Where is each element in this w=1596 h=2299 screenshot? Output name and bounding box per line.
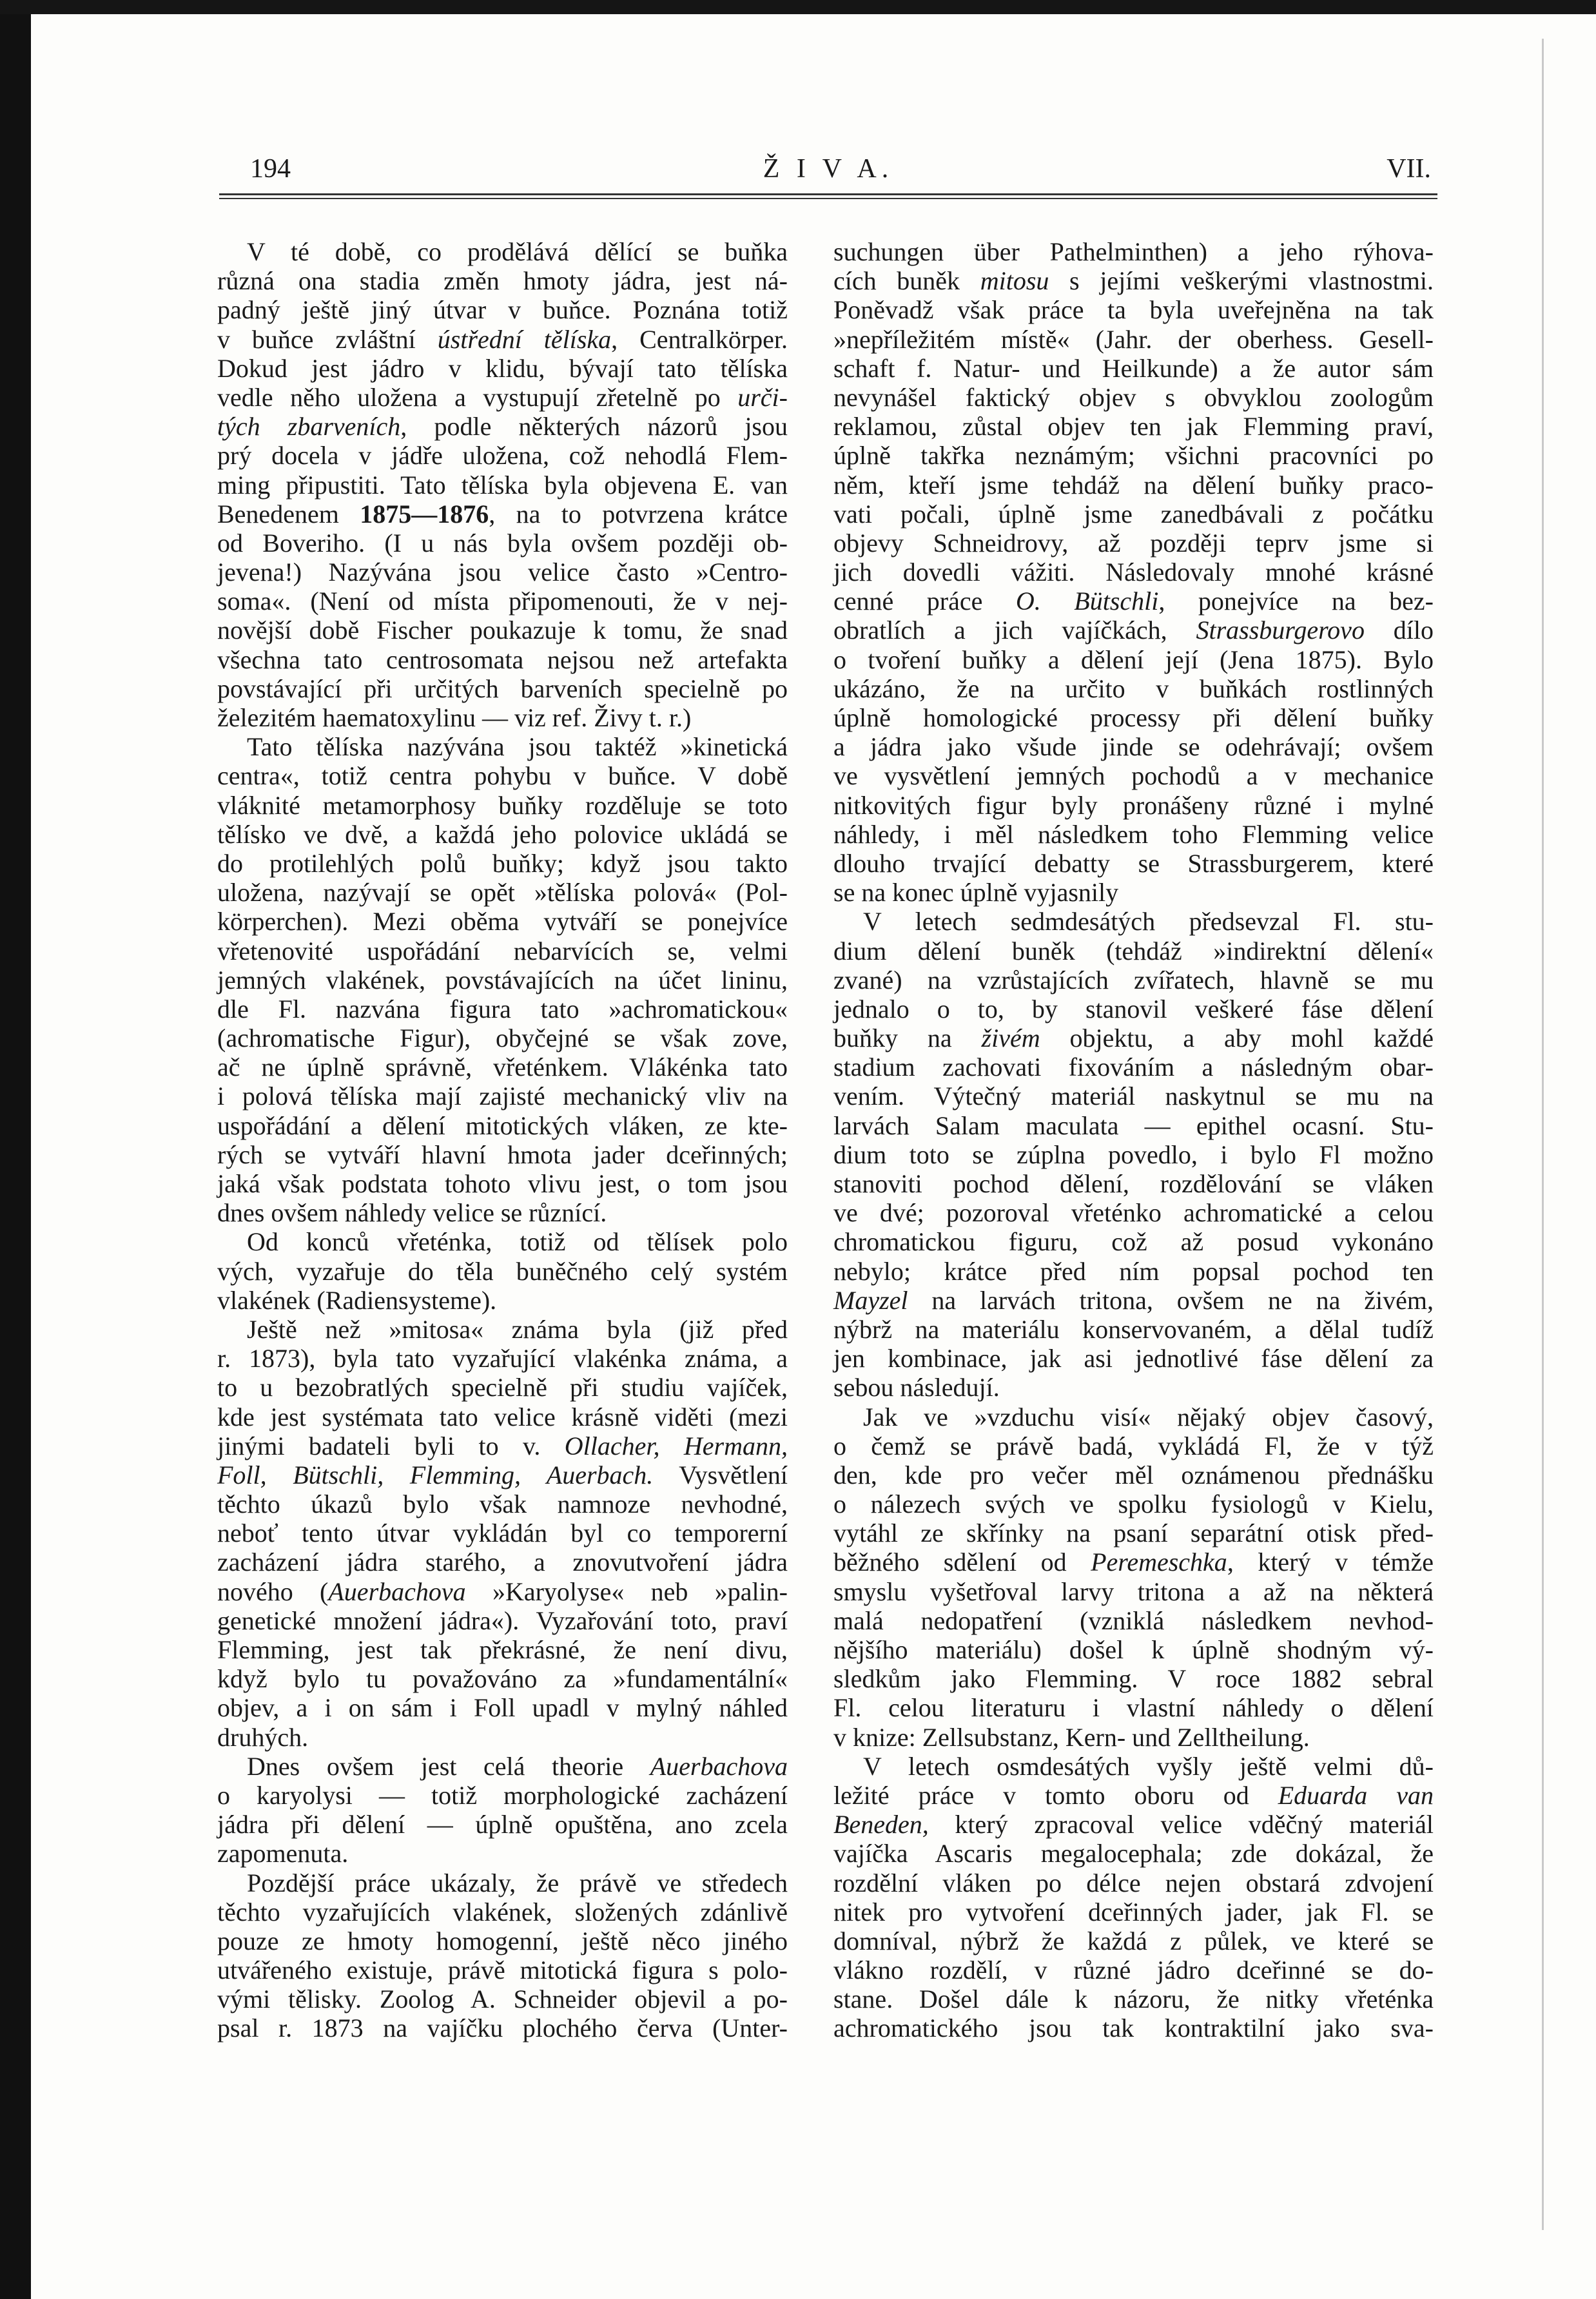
text-run: stane. Došel dále k názoru, že nitky vřeténka [833,1984,1434,2014]
text-line [217,1723,788,1752]
text-line [217,907,788,936]
text-line [833,354,1434,383]
text-line [833,383,1434,412]
text-run: vými tělisky. Zoolog A. Schneider objevil a po- [217,1984,788,2014]
text-line [833,558,1434,587]
text-line [833,907,1434,936]
text-run: úplně takřka neznámým; všichni pracovníci po [833,441,1434,470]
text-run: ač ne úplně správně, vřeténkem. Vlákénka tato [217,1052,788,1082]
text-line [833,616,1434,645]
scan-fold-line [1542,39,1544,2230]
text-run: nějšího materiálu) došel k úplně shodným vý- [833,1635,1434,1664]
text-run: Dokud jest jádro v klidu, bývají tato tělíska [217,353,788,383]
text-line [217,383,788,412]
italic-text: Peremeschka [1091,1547,1227,1577]
text-line [833,1635,1434,1664]
text-run: zacházení jádra starého, a znovutvoření jádra [217,1547,788,1577]
text-run: objev, a i on sám i Foll upadl v mylný náhled [217,1693,788,1723]
page-number: 194 [250,154,291,184]
text-run: chromatickou figuru, což až posud vykonáno [833,1227,1434,1257]
text-line [833,849,1434,878]
text-run: cích buněk [833,266,980,296]
paragraph [833,907,1434,1402]
text-line [833,1752,1434,1781]
text-run: jen kombinace, jak asi jednotlivé fáse dělení za [833,1344,1434,1373]
text-run: Dnes ovšem jest celá theorie [247,1751,650,1781]
text-line [217,558,788,587]
text-line [833,1693,1434,1722]
text-run: buňky na [833,1023,982,1053]
text-run: larvách Salam maculata — epithel ocasní. Stu- [833,1111,1434,1140]
text-run: nýbrž na materiálu konservovaném, a dělal tudíž [833,1314,1434,1344]
text-line [833,645,1434,674]
text-line [217,994,788,1023]
text-line [833,1810,1434,1839]
text-line [833,1723,1434,1752]
text-line [217,1023,788,1052]
text-line [217,1664,788,1693]
paragraph [217,1868,788,2043]
text-line [217,1111,788,1140]
text-run: druhých. [217,1722,309,1752]
text-run: reklamou, zůstal objev ten jak Flemming praví, [833,412,1434,441]
text-run: V letech sedmdesátých předsevzal Fl. stu- [863,907,1434,936]
text-line [833,2013,1434,2042]
text-line [217,325,788,354]
text-line [217,1286,788,1315]
running-header [219,153,1437,192]
text-line [833,1052,1434,1082]
text-run: úplně homologické processy při dělení buňky [833,703,1434,732]
text-run: domníval, nýbrž že každá z půlek, ve které se [833,1926,1434,1955]
text-run: ming připustiti. Tato tělíska byla objevena E. van [217,470,788,500]
text-line [833,1111,1434,1140]
text-line [217,266,788,295]
text-line [833,965,1434,994]
text-line [833,1402,1434,1431]
text-line [833,761,1434,790]
text-run: povstávající při určitých barveních specielně po [217,674,788,703]
text-run: neboť tento útvar vykládán byl co temporerní [217,1518,788,1548]
text-run: vláknité metamorphosy buňky rozděluje se toto [217,790,788,820]
text-line [833,295,1434,324]
scan-border-top [0,0,1596,14]
text-line [217,412,788,441]
text-run: kde jest systémata tato velice krásně viděti (mezi [217,1402,788,1431]
text-run: utvářeného existuje, právě mitotická figura s polo- [217,1955,788,1985]
text-run: na larvách tritona, ovšem ne na živém, [908,1285,1434,1315]
text-line [217,1198,788,1227]
text-run: v knize: Zellsubstanz, Kern- und Zelltheilung. [833,1722,1310,1752]
text-line [833,1518,1434,1547]
text-line [217,1810,788,1839]
text-line [217,1693,788,1722]
text-run: běžného sdělení od [833,1547,1091,1577]
text-line [833,325,1434,354]
text-run: uložena, nazývají se opět »tělíska polová« (Pol- [217,878,788,907]
text-run: to u bezobratlých specielně při studiu vajíček, [217,1373,788,1402]
italic-text: Foll, Bütschli, Flemming, Auerbach. [217,1460,654,1489]
text-run: malá nedopatření (vzniklá následkem nevhod- [833,1605,1434,1635]
text-run: rých se vytváří hlavní hmota jader dceřinných; [217,1140,788,1169]
text-run: sledkům jako Flemming. V roce 1882 sebral [833,1664,1434,1694]
text-line [217,1227,788,1256]
header-rule-bottom [219,198,1437,199]
text-run: cenné práce [833,587,1016,616]
text-run: se na konec úplně vyjasnily [833,878,1119,907]
text-run: jinými badateli byli to v. [217,1431,565,1460]
text-run: , Centralkörper. [611,324,788,354]
text-line [833,820,1434,849]
text-run: vytáhl ze skřínky na psaní separátní otisk před- [833,1518,1434,1548]
text-run: jevena!) Nazývána jsou velice často »Centro- [217,558,788,587]
text-run: , ponejvíce na bez- [1158,587,1434,616]
text-run: dílo [1364,616,1434,645]
text-run: jemných vlakének, povstávajících na účet lininu, [217,965,788,994]
text-run: Flemming, jest tak překrásné, že není divu, [217,1635,788,1664]
text-run: ve dvé; pozoroval vřeténko achromatické a celou [833,1198,1434,1228]
text-line [217,965,788,994]
paragraph [217,1752,788,1868]
text-line [833,1984,1434,2013]
text-run: do protilehlých polů buňky; když jsou takto [217,848,788,878]
text-line [217,645,788,674]
text-run: s jejími veškerými vlastnostmi. [1049,266,1434,296]
text-line [833,1198,1434,1227]
text-run: centra«, totiž centra pohybu v buňce. V době [217,761,788,791]
text-line [217,529,788,558]
text-run: , podle některých názorů jsou [400,412,788,441]
text-line [217,761,788,790]
text-run: ukázáno, že na určito v buňkách rostlinných [833,674,1434,703]
paragraph [217,1315,788,1752]
text-run: různá ona stadia změn hmoty jádra, jest ná- [217,266,788,296]
text-line [833,791,1434,820]
text-line [833,1489,1434,1518]
text-run: prý docela v jádře uložena, což nehodlá Flem- [217,441,788,470]
text-run: vých, vyzařuje do těla buněčného celý systém [217,1256,788,1286]
text-run: Tato tělíska nazývána jsou taktéž »kinetická [247,732,788,762]
italic-text: Eduarda van [1278,1780,1434,1810]
text-line [217,1752,788,1781]
text-run: rozdělní vláken po délce nejen obstará zdvojení [833,1868,1434,1897]
text-run: Benedenem [217,499,360,529]
text-run: (achromatische Figur), obyčejné se však zove, [217,1023,788,1053]
italic-text: Strassburgerovo [1196,616,1365,645]
text-line [833,266,1434,295]
right-column [833,237,1434,2043]
text-run: »Karyolyse« neb »palin- [465,1576,788,1606]
text-run: Pozdější práce ukázaly, že právě ve středech [247,1868,788,1897]
text-run: vedle něho uložena a vystupují zřetelně po [217,382,738,412]
text-line [217,1140,788,1169]
text-line [217,1489,788,1518]
text-run: Vysvětlení [653,1460,788,1489]
text-run: Ještě než »mitosa« známa byla (již před [247,1314,788,1344]
text-line [217,1431,788,1460]
text-line [217,1955,788,1984]
text-run: vlakének (Radiensysteme). [217,1285,497,1315]
paragraph [217,1227,788,1315]
text-line [833,703,1434,732]
text-line [833,500,1434,529]
text-line [217,1402,788,1431]
italic-text: urči- [737,382,788,412]
text-run: vlákno rozdělí, v různé jádro dceřinné se do- [833,1955,1434,1985]
text-run: Fl. celou literaturu i vlastní náhledy o dělení [833,1693,1434,1723]
text-line [217,1052,788,1082]
text-run: jádra při dělení — úplně opuštěna, ano zcela [217,1810,788,1839]
text-line [833,1082,1434,1111]
text-run: objektu, a aby mohl každé [1040,1023,1434,1053]
text-run: jednalo o to, by stanovil veškeré fáse dělení [833,994,1434,1023]
text-line [217,1868,788,1897]
text-run: o karyolysi — totiž morphologické zacházení [217,1780,788,1810]
text-line [217,1169,788,1198]
text-line [833,470,1434,500]
text-run: stanoviti pochod dělení, rozdělování se vláken [833,1169,1434,1198]
text-run: ležité práce v tomto oboru od [833,1780,1278,1810]
text-run: zapomenuta. [217,1839,349,1868]
text-run: vajíčka Ascaris megalocephala; zde dokázal, že [833,1839,1434,1868]
text-line [833,1606,1434,1635]
paragraph [833,1752,1434,2043]
text-line [833,732,1434,761]
text-line [833,1227,1434,1256]
text-run: schaft f. Natur- und Heilkunde) a že autor sám [833,353,1434,383]
text-run: achromatického jsou tak kontraktilní jako sva- [833,2013,1434,2043]
text-line [217,1839,788,1868]
text-run: dnes ovšem náhledy velice se různící. [217,1198,607,1228]
text-run: »nepříležitém místě« (Jahr. der oberhess. Gesell- [833,324,1434,354]
text-run: V letech osmdesátých vyšly ještě velmi dů- [863,1751,1434,1781]
header-rule-top [219,193,1437,195]
text-run: dlouho trvající debatty se Strassburgerem, které [833,848,1434,878]
text-line [833,1169,1434,1198]
text-run: , na to potvrzena krátce [489,499,788,529]
text-run: vati počali, úplně jsme zanedbávali z počátku [833,499,1434,529]
bold-text: 1875—1876 [360,499,489,529]
text-run: od Boveriho. (I u nás byla ovšem později ob- [217,528,788,558]
text-line [217,1257,788,1286]
text-run: psal r. 1873 na vajíčku plochého červa (Unter- [217,2013,788,2043]
text-run: körperchen). Mezi oběma vytváří se ponejvíce [217,907,788,936]
text-run: v buňce zvláštní [217,324,438,354]
text-line [833,674,1434,703]
italic-text: tých zbarveních [217,412,401,441]
text-run: uspořádání a dělení mitotických vláken, ze kte- [217,1111,788,1140]
text-run: dium toto se zúplna povedlo, i bylo Fl možno [833,1140,1434,1169]
text-line [833,237,1434,266]
text-line [217,354,788,383]
paragraph [217,237,788,732]
text-line [217,1547,788,1576]
text-run: nitkovitých figur byly pronášeny různé i mylné [833,790,1434,820]
text-run: něm, kteří jsme tehdáž na dělení buňky praco- [833,470,1434,500]
text-line [217,1373,788,1402]
text-line [833,1868,1434,1897]
text-line [217,295,788,324]
text-line [833,1926,1434,1955]
text-run: který zpracoval velice vděčný materiál [928,1810,1434,1839]
text-run: těchto vyzařujících vlakének, složených zdánlivě [217,1897,788,1926]
text-line [217,1781,788,1810]
text-run: o nálezech svých ve spolku fysiologů v Kielu, [833,1489,1434,1519]
journal-title: Ž I V A. [763,154,894,184]
text-line [833,1023,1434,1052]
text-line [833,994,1434,1023]
text-run: těchto úkazů bylo však namnoze nevhodné, [217,1489,788,1519]
text-line [217,1897,788,1926]
text-run: a jádra jako všude jinde se odehrávají; ovšem [833,732,1434,762]
text-line [217,1518,788,1547]
text-line [217,849,788,878]
text-run: o tvoření buňky a dělení její (Jena 1875). Bylo [833,645,1434,674]
text-line [217,587,788,616]
paragraph [217,732,788,1227]
text-run: jaká však podstata tohoto vlivu jest, o tom jsou [217,1169,788,1198]
italic-text: Auerbachova [328,1576,466,1606]
text-run: jich dovedli vážiti. Následovaly mnohé krásné [833,558,1434,587]
italic-text: O. Bütschli [1015,587,1159,616]
text-line [833,1577,1434,1606]
scan-border-left [0,0,31,2299]
text-run: objevy Schneidrovy, až později teprv jsme si [833,528,1434,558]
text-line [217,820,788,849]
text-line [217,1344,788,1373]
text-line [217,936,788,965]
text-line [833,1140,1434,1169]
italic-text: ústřední tělíska [437,324,612,354]
paragraph [833,1402,1434,1752]
text-line [217,2013,788,2042]
text-run: stadium zachovati fixováním a následným obar- [833,1052,1434,1082]
text-line [833,441,1434,470]
text-run: obratlích a jich vajíčkách, [833,616,1196,645]
text-run: Jak ve »vzduchu visí« nějaký objev časový, [863,1402,1434,1431]
text-line [833,1897,1434,1926]
left-column [217,237,788,2043]
text-line [217,500,788,529]
text-line [217,1082,788,1111]
text-run: , který v témže [1227,1547,1434,1577]
text-line [833,1286,1434,1315]
text-run: nového ( [217,1576,329,1606]
italic-text: Auerbachova [650,1751,788,1781]
text-run: o čemž se právě badá, vykládá Fl, že v týž [833,1431,1434,1460]
text-line [833,1781,1434,1810]
text-run: Poněvadž však práce ta byla uveřejněna na tak [833,295,1434,325]
text-line [217,1635,788,1664]
text-run: zvané) na vzrůstajících zvířatech, hlavně se mu [833,965,1434,994]
text-line [833,936,1434,965]
paragraph [833,237,1434,907]
text-run: nitek pro vytvoření dceřinných jader, jak Fl. se [833,1897,1434,1926]
text-line [217,674,788,703]
volume-number: VII. [1387,154,1431,184]
text-line [217,1460,788,1489]
text-line [217,1984,788,2013]
text-run: padný ještě jiný útvar v buňce. Poznána totiž [217,295,788,325]
text-line [217,441,788,470]
text-line [217,237,788,266]
text-line [833,1315,1434,1344]
text-line [833,529,1434,558]
text-run: ve vysvětlení jemných pochodů a v mechanice [833,761,1434,791]
text-run: V té době, co prodělává dělící se buňka [247,237,788,266]
text-run: Od konců vřeténka, totiž od tělísek polo [247,1227,788,1257]
text-line [833,412,1434,441]
text-run: pouze ze hmoty homogenní, ještě něco jiného [217,1926,788,1955]
text-line [217,703,788,732]
text-line [833,1373,1434,1402]
text-line [217,1926,788,1955]
text-run: dium dělení buněk (tehdáž »indirektní dělení« [833,936,1434,965]
text-line [833,1257,1434,1286]
text-line [217,878,788,907]
text-line [217,1315,788,1344]
text-run: náhledy, i měl následkem toho Flemming velice [833,819,1434,849]
text-line [217,616,788,645]
italic-text: Mayzel [833,1285,908,1315]
italic-text: Beneden, [833,1810,929,1839]
text-run: sebou následují. [833,1373,1000,1402]
text-line [833,1547,1434,1576]
text-line [217,1606,788,1635]
text-run: tělísko ve dvě, a každá jeho polovice ukládá se [217,819,788,849]
text-run: den, kde pro večer měl oznámenou přednášku [833,1460,1434,1489]
text-run: r. 1873), byla tato vyzařující vlakénka známa, a [217,1344,788,1373]
text-run: vením. Výtečný materiál naskytnul se mu na [833,1082,1434,1111]
text-run: vřetenovité uspořádání nebarvících se, velmi [217,936,788,965]
italic-text: mitosu [980,266,1049,296]
text-run: nebylo; krátce před ním popsal pochod ten [833,1256,1434,1286]
text-line [833,1431,1434,1460]
text-run: novější době Fischer poukazuje k tomu, že snad [217,616,788,645]
text-run: železitém haematoxylinu — viz ref. Živy t. r.) [217,703,692,732]
text-run: soma«. (Není od místa připomenouti, že v nej- [217,587,788,616]
text-run: nevynášel faktický objev s obvyklou zoologům [833,382,1434,412]
text-line [217,732,788,761]
text-run: genetické množení jádra«). Vyzařování toto, praví [217,1605,788,1635]
text-line [833,1955,1434,1984]
italic-text: živém [981,1023,1040,1053]
text-run: všechna tato centrosomata nejsou než artefakta [217,645,788,674]
text-line [217,470,788,500]
text-line [833,1344,1434,1373]
text-line [833,587,1434,616]
text-line [833,878,1434,907]
text-line [833,1839,1434,1868]
text-run: smyslu vyšetřoval larvy tritona a až na některá [833,1576,1434,1606]
text-run: dle Fl. nazvána figura tato »achromatickou« [217,994,788,1023]
text-run: i polová tělíska mají zajisté mechanický vliv na [217,1082,788,1111]
text-line [217,1577,788,1606]
text-line [833,1460,1434,1489]
text-line [833,1664,1434,1693]
italic-text: Ollacher, Hermann, [564,1431,788,1460]
text-line [217,791,788,820]
text-run: suchungen über Pathelminthen) a jeho rýhova- [833,237,1434,266]
text-run: když bylo tu považováno za »fundamentální« [217,1664,788,1694]
